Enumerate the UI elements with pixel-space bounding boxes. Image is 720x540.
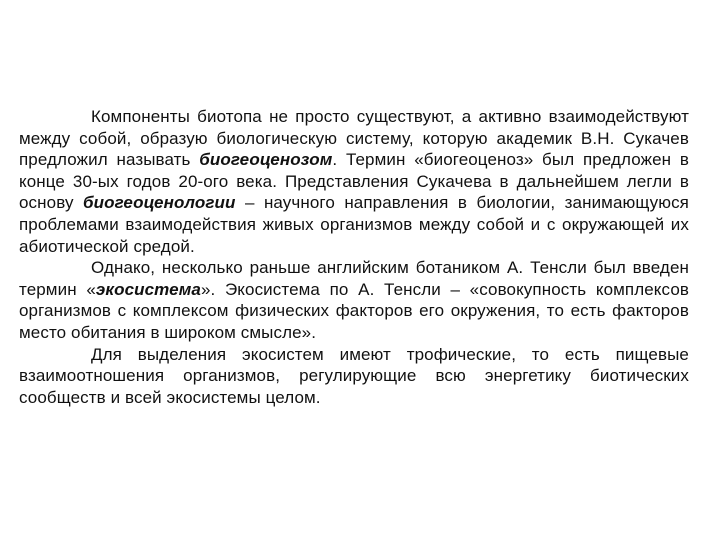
- term-biogeocenology: биогеоценологии: [83, 193, 236, 213]
- paragraph-3: [19, 344, 689, 409]
- paragraph-1-text: . Термин «биогеоценоз» был предложен в конце 30-ых годов 20-ого века. Представления Сукачева в дальнейшем легли в основу: [19, 150, 689, 213]
- term-biogeocenosis: биогеоценозом: [199, 150, 333, 170]
- paragraph-2: [19, 257, 689, 343]
- term-ecosystem: экосистема: [95, 279, 201, 299]
- paragraph-2-text: ». Экосистема по А. Тенсли – «совокупность комплексов организмов с комплексом физических факторов его окружения, то есть факторов место обитания в широком смысле».: [19, 279, 690, 342]
- document-page: [19, 106, 689, 408]
- paragraph-2-text: Однако, несколько раньше английским ботаником А. Тенсли был введен термин «: [19, 258, 689, 299]
- paragraph-1-text: – научного направления в биологии, занимающуюся проблемами взаимодействия живых организмов между собой и с окружающей их абиотической средой.: [19, 193, 689, 256]
- paragraph-1-text: Компоненты биотопа не просто существуют, а активно взаимодействуют между собой, образую биологическую систему, которую академик В.Н. Сукачев предложил называть: [19, 107, 689, 170]
- paragraph-3-text: Для выделения экосистем имеют трофические, то есть пищевые взаимоотношения организмов, регулирующие всю энергетику биотических сообществ и всей экосистемы целом.: [19, 344, 689, 407]
- paragraph-1: [19, 106, 689, 257]
